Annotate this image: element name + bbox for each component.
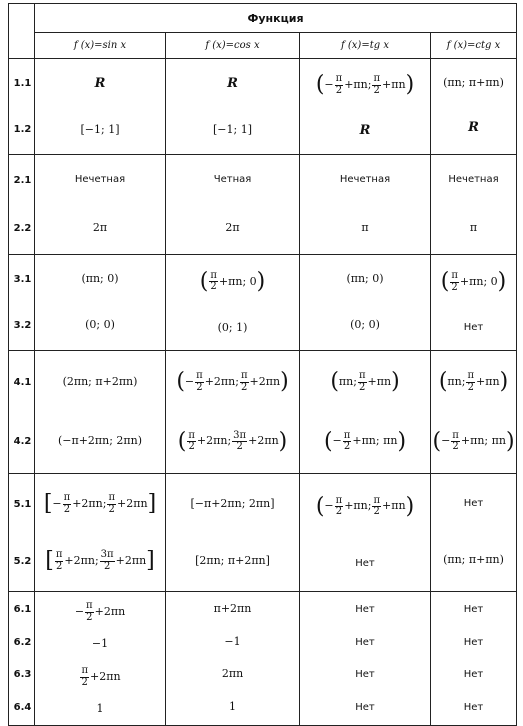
row-id: 1.1 (13, 78, 32, 89)
table-cell (431, 474, 517, 592)
table-cell (166, 474, 300, 592)
cell-value: − $\frac{\pi}{2}$ +2πn (74, 600, 126, 623)
row-id-cell (9, 59, 35, 155)
cell-value: ( πn; $\frac{\pi}{2}$ +πn ) (438, 369, 509, 395)
cell-value: (0; 1) (217, 320, 248, 334)
col-header-cos: f (x)=cos x (166, 33, 300, 59)
col-header-sin: f (x)=sin x (35, 33, 166, 59)
table-cell (431, 592, 517, 726)
cell-value: 2πn (221, 667, 244, 681)
cell-value: (0; 0) (350, 318, 380, 332)
cell-value: π (361, 220, 369, 234)
table-cell (35, 155, 166, 255)
cell-value: −1 (91, 637, 109, 651)
cell-value: [−π+2πn; 2πn] (190, 496, 275, 510)
cell-value: π+2πn (213, 602, 252, 616)
row-id: 6.3 (13, 669, 32, 681)
cell-value: R (468, 120, 479, 136)
cell-value: 1 (229, 699, 236, 713)
table-row (9, 474, 517, 592)
cell-value: Нет (355, 557, 375, 569)
row-id-cell (9, 155, 35, 255)
cell-value: ( $\frac{\pi}{2}$ +2πn; $\frac{3\pi}{2}$ +2πn ) (177, 428, 288, 454)
cell-value: Нечетная (339, 174, 391, 186)
cell-value: ( πn; $\frac{\pi}{2}$ +πn ) (330, 369, 400, 395)
cell-value: ( − $\frac{\pi}{2}$ +2πn; $\frac{\pi}{2}$ +2πn ) (176, 369, 289, 395)
table-cell (300, 351, 431, 474)
cell-value: Нет (463, 669, 484, 680)
table-cell (35, 59, 166, 155)
row-id: 2.1 (13, 175, 32, 186)
row-id: 1.2 (13, 124, 32, 135)
cell-value: ( − $\frac{\pi}{2}$ +πn; πn ) (432, 428, 515, 454)
row-id: 3.1 (13, 274, 32, 285)
cell-value: (πn; π+πn) (443, 553, 504, 567)
cell-value: R (359, 122, 371, 138)
table-cell (35, 474, 166, 592)
cell-value: Нет (463, 636, 484, 648)
row-id-cell (9, 255, 35, 351)
table-cell (431, 255, 517, 351)
row-id: 4.2 (13, 436, 32, 448)
row-id: 5.1 (13, 498, 32, 510)
row-id: 2.2 (13, 223, 32, 234)
table-cell (300, 255, 431, 351)
cell-value: (πn; 0) (346, 272, 384, 286)
cell-value: ( − $\frac{\pi}{2}$ +πn; $\frac{\pi}{2}$ +πn ) (315, 72, 415, 98)
cell-value: Четная (213, 174, 252, 186)
trig-properties-table (8, 3, 517, 726)
cell-value: Нет (355, 636, 375, 648)
table-cell (431, 155, 517, 255)
cell-value: [2πn; π+2πn] (195, 553, 270, 567)
cell-value: 1 (96, 702, 104, 716)
cell-value: 2π (225, 220, 240, 234)
table-cell (166, 155, 300, 255)
table-cell (166, 351, 300, 474)
cell-value: 2π (92, 220, 108, 234)
table-cell (166, 59, 300, 155)
row-id: 6.4 (13, 701, 32, 713)
table-cell (431, 351, 517, 474)
table-cell (300, 59, 431, 155)
row-id: 3.2 (13, 320, 32, 331)
header-title: Функция (35, 4, 517, 33)
cell-value: ( − $\frac{\pi}{2}$ +πn; $\frac{\pi}{2}$ +πn ) (315, 493, 415, 519)
cell-value: Нечетная (448, 174, 499, 186)
row-id-cell (9, 592, 35, 726)
cell-value: ( $\frac{\pi}{2}$ +πn; 0 ) (199, 268, 266, 294)
corner-cell (9, 4, 35, 59)
cell-value: Нет (355, 604, 375, 615)
cell-value: Нет (355, 669, 375, 680)
cell-value: (πn; 0) (81, 272, 119, 286)
cell-value: −1 (224, 634, 241, 648)
cell-value: π (469, 220, 478, 234)
cell-value: Нет (463, 497, 484, 509)
cell-value: [−1; 1] (213, 122, 252, 136)
row-id: 6.1 (13, 604, 32, 616)
row-id-cell (9, 351, 35, 474)
table-cell (300, 155, 431, 255)
table-cell (35, 351, 166, 474)
table-row (9, 255, 517, 351)
table-row (9, 59, 517, 155)
cell-value: Нет (463, 604, 484, 615)
cell-value: Нет (463, 701, 484, 713)
table-cell (300, 592, 431, 726)
cell-value: (πn; π+πn) (443, 75, 504, 89)
cell-value: (2πn; π+2πn) (62, 374, 138, 388)
row-id: 6.2 (13, 636, 32, 648)
table-cell (431, 59, 517, 155)
row-id: 5.2 (13, 555, 32, 567)
cell-value: (0; 0) (85, 318, 115, 332)
cell-value: R (227, 75, 238, 91)
cell-value: Нет (355, 701, 375, 713)
col-header-tg: f (x)=tg x (300, 33, 431, 59)
cell-value: [ − $\frac{\pi}{2}$ +2πn; $\frac{\pi}{2}$ +2πn ] (43, 491, 157, 516)
table-cell (35, 592, 166, 726)
cell-value: ( $\frac{\pi}{2}$ +πn; 0 ) (440, 269, 507, 295)
table-row (9, 155, 517, 255)
cell-value: Нечетная (74, 174, 126, 186)
cell-value: Нет (463, 322, 484, 334)
table-cell (166, 592, 300, 726)
table-row (9, 351, 517, 474)
col-header-ctg: f (x)=ctg x (431, 33, 517, 59)
cell-value: [ $\frac{\pi}{2}$ +2πn; $\frac{3\pi}{2}$ +2πn ] (45, 548, 155, 573)
table-row (9, 592, 517, 726)
table-cell (166, 255, 300, 351)
cell-value: $\frac{\pi}{2}$ +2πn (81, 665, 121, 688)
cell-value: [−1; 1] (80, 122, 120, 136)
cell-value: ( − $\frac{\pi}{2}$ +πn; πn ) (323, 428, 407, 454)
cell-value: (−π+2πn; 2πn) (57, 434, 143, 448)
row-id: 4.1 (13, 376, 32, 388)
cell-value: R (94, 75, 106, 91)
table-cell (300, 474, 431, 592)
table-cell (35, 255, 166, 351)
row-id-cell (9, 474, 35, 592)
table-body (9, 59, 517, 726)
